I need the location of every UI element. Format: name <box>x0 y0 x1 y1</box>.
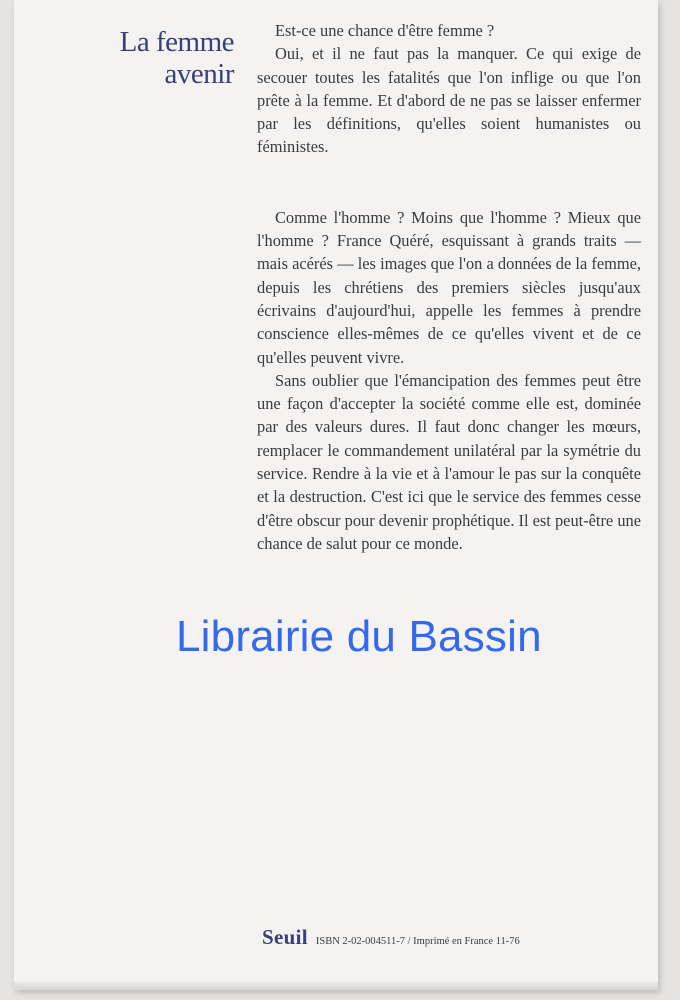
book-back-cover <box>14 0 658 990</box>
blurb-paragraph-1: Oui, et il ne faut pas la manquer. Ce qui exige de secouer toutes les fatalités que l'on inflige ou que l'on prête à la femme. Et d'abord de ne pas se laisser enfermer par les définitions, qu'elles soient humanistes ou féministes. <box>257 44 641 157</box>
title-line-2: avenir <box>164 58 234 90</box>
book-title <box>84 26 234 90</box>
blurb-question: Est-ce une chance d'être femme ? <box>275 21 495 40</box>
blurb-text <box>257 19 641 555</box>
blurb-paragraph-2: Comme l'homme ? Moins que l'homme ? Mieux que l'homme ? France Quéré, esquissant à grands traits — mais acérés — les images que l'on a données de la femme, depuis les chrétiens des premiers siècles jusqu'aux écrivains d'aujourd'hui, appelle les femmes à prendre conscience elles-mêmes de ce qu'elles vivent et de ce qu'elles peuvent vivre. <box>257 207 641 367</box>
publisher-footer <box>262 925 520 953</box>
title-line-1: La femme <box>119 26 234 58</box>
isbn-text: ISBN 2-02-004511-7 / Imprimé en France 11-76 <box>315 936 520 947</box>
watermark-text: Librairie du Bassin <box>176 612 542 661</box>
publisher-logo: Seuil <box>262 925 308 949</box>
blurb-paragraph-3: Sans oublier que l'émancipation des femmes peut être une façon d'accepter la société comme elle est, dominée par des valeurs dures. Il faut donc changer les mœurs, remplacer le commandement unilatéral par la symétrie du service. Rendre à la vie et à l'amour le pas sur la conquête et la destruction. C'est ici que le service des femmes cesse d'être obscur pour devenir prophétique. Il est peut-être une chance de salut pour ce monde. <box>257 370 641 553</box>
